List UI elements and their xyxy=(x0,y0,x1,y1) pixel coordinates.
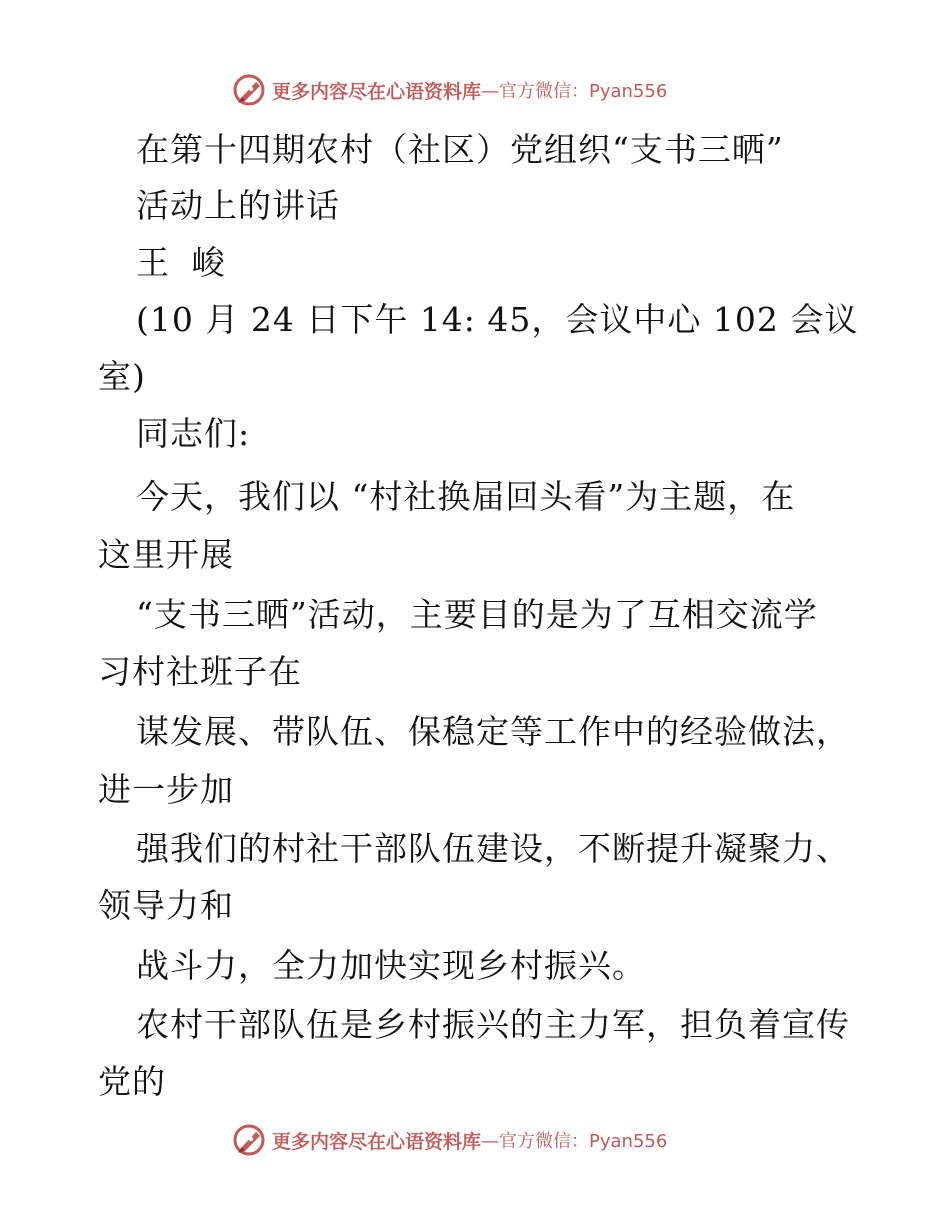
footer-watermark-banner xyxy=(232,1120,752,1160)
header-banner-sub-text: —官方微信：Pyan556 xyxy=(481,81,668,102)
body-line-6: 进一步加 xyxy=(98,770,234,809)
author-line: 王 峻 xyxy=(136,243,231,282)
header-watermark-banner xyxy=(232,70,752,110)
body-line-2: 这里开展 xyxy=(98,535,234,574)
time-location-line-cont: 室) xyxy=(98,357,146,396)
body-line-9: 战斗力，全力加快实现乡村振兴。 xyxy=(136,946,646,985)
pen-logo-icon xyxy=(232,73,266,107)
body-line-3: “支书三晒”活动，主要目的是为了互相交流学 xyxy=(136,595,818,634)
footer-banner-main-text: 更多内容尽在心语资料库 xyxy=(272,1130,482,1153)
body-line-1: 今天，我们以 “村社换届回头看”为主题，在 xyxy=(136,477,796,516)
salutation-line: 同志们: xyxy=(136,414,251,453)
body-line-10: 农村干部队伍是乡村振兴的主力军，担负着宣传 xyxy=(136,1005,850,1044)
footer-banner-sub-text: —官方微信：Pyan556 xyxy=(481,1131,668,1152)
body-line-5: 谋发展、带队伍、保稳定等工作中的经验做法， xyxy=(136,712,850,751)
body-line-11: 党的 xyxy=(98,1062,166,1101)
time-location-line: (10 月 24 日下午 14: 45，会议中心 102 会议 xyxy=(136,300,859,339)
body-line-4: 习村社班子在 xyxy=(98,652,302,691)
header-banner-main-text: 更多内容尽在心语资料库 xyxy=(272,80,482,103)
pen-logo-icon xyxy=(232,1123,266,1157)
body-line-8: 领导力和 xyxy=(98,886,234,925)
title-line-1: 在第十四期农村（社区）党组织“支书三晒” xyxy=(136,130,784,169)
body-line-7: 强我们的村社干部队伍建设，不断提升凝聚力、 xyxy=(136,829,850,868)
title-line-2: 活动上的讲话 xyxy=(136,186,340,225)
